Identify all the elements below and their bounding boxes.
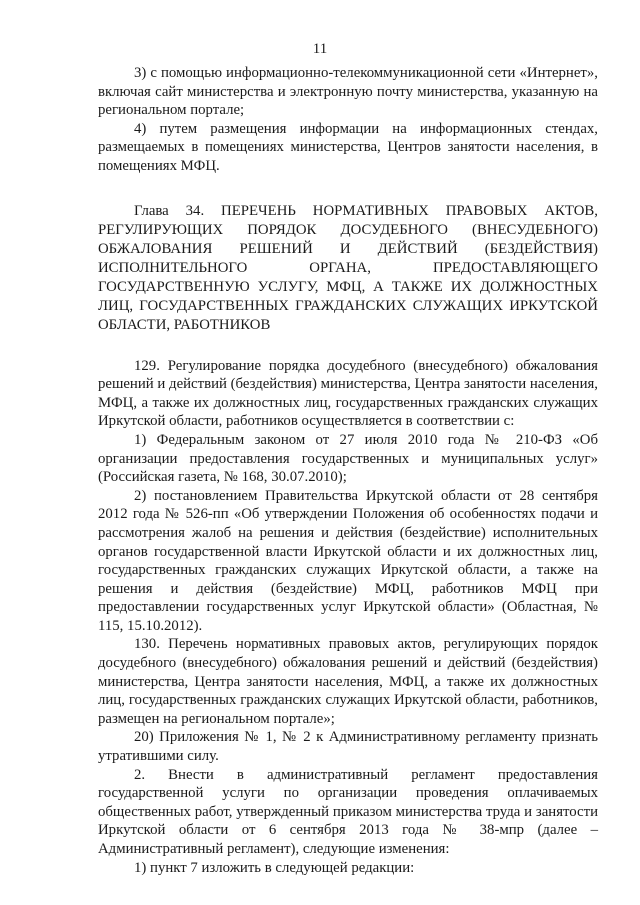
paragraph-129: 129. Регулирование порядка досудебного (внесудебного) обжалования решений и действий (бездействия) министерства, Центра занятости населения, МФЦ, а также их должностных лиц, государственных гражданских служащих Иркутской области, работников осуществляется в соответствии с: (98, 357, 598, 430)
paragraph-item-4: 4) путем размещения информации на информационных стендах, размещаемых в помещениях министерства, Центров занятости населения, в помещениях МФЦ. (98, 120, 598, 174)
paragraph-item-3: 3) с помощью информационно-телекоммуникационной сети «Интернет», включая сайт министерства и электронную почту министерства, указанную на региональном портале; (98, 65, 598, 119)
paragraph-federal-law: 1) Федеральным законом от 27 июля 2010 года № 210-ФЗ «Об организации предоставления государственных и муниципальных услуг» (Российская газета, № 168, 30.07.2010); (98, 431, 598, 486)
paragraph-item-20: 20) Приложения № 1, № 2 к Административному регламенту признать утратившими силу. (98, 729, 598, 765)
paragraph-point-7: 1) пункт 7 изложить в следующей редакции: (134, 859, 415, 876)
document-body (98, 64, 598, 877)
chapter-heading: Глава 34. ПЕРЕЧЕНЬ НОРМАТИВНЫХ ПРАВОВЫХ АКТОВ, РЕГУЛИРУЮЩИХ ПОРЯДОК ДОСУДЕБНОГО (ВНЕСУДЕБНОГО) ОБЖАЛОВАНИЯ РЕШЕНИЙ И ДЕЙСТВИЙ (БЕЗДЕЙСТВИЯ) ИСПОЛНИТЕЛЬНОГО ОРГАНА, ПРЕДОСТАВЛЯЮЩЕГО ГОСУДАРСТВЕННУЮ УСЛУГУ, МФЦ, А ТАКЖЕ ИХ ДОЛЖНОСТНЫХ ЛИЦ, ГОСУДАРСТВЕННЫХ ГРАЖДАНСКИХ СЛУЖАЩИХ ИРКУТСКОЙ ОБЛАСТИ, РАБОТНИКОВ (98, 202, 598, 333)
paragraph-2: 2. Внести в административный регламент предоставления государственной услуги по организации проведения оплачиваемых общественных работ, утвержденный приказом министерства труда и занятости Иркутской области от 6 сентября 2013 года № 38-мпр (далее – Административный регламент), следующие изменения: (98, 766, 598, 857)
paragraph-government-decree: 2) постановлением Правительства Иркутской области от 28 сентября 2012 года № 526-пп «Об утверждении Положения об особенностях подачи и рассмотрения жалоб на решения и действия (бездействие) исполнительных органов государственной власти Иркутской области и их должностных лиц, государственных гражданских служащих Иркутской области, а также на решения и действия (бездействие) МФЦ, работников МФЦ при предоставлении государственных услуг Иркутской области» (Областная, № 115, 15.10.2012). (98, 487, 598, 634)
page-number: 11 (312, 41, 328, 57)
paragraph-130: 130. Перечень нормативных правовых актов, регулирующих порядок досудебного (внесудебного) обжалования решений и действий (бездействия) министерства, Центра занятости населения, МФЦ, а также их должностных лиц, государственных гражданских служащих Иркутской области, работников, размещен на региональном портале»; (98, 636, 598, 727)
